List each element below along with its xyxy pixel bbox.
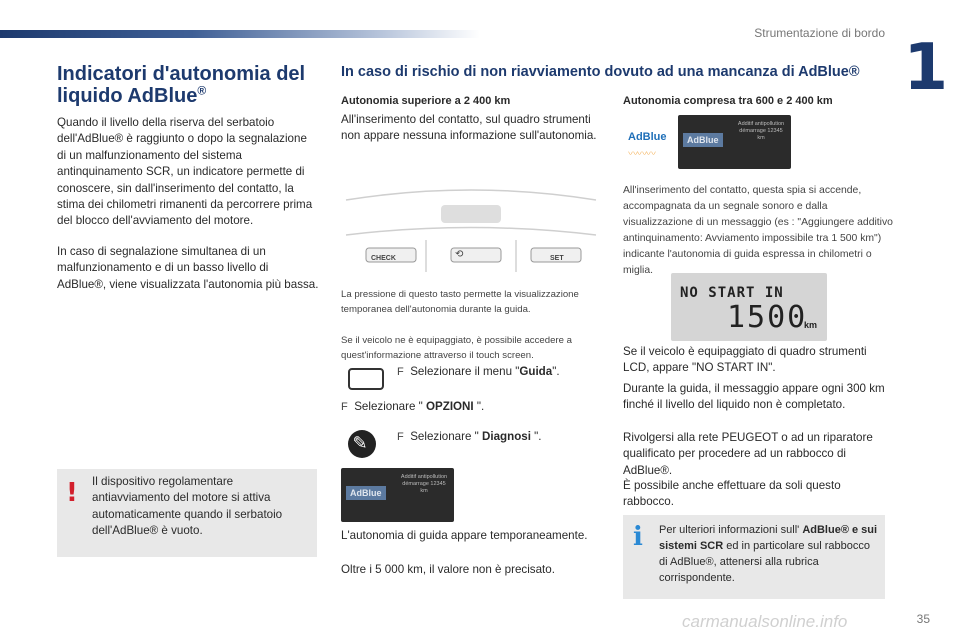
col1-text: All'inserimento del contatto, sul quadro strumenti non appare nessuna informazione sull'autonomia. (341, 113, 597, 143)
set-button-label: SET (550, 255, 564, 262)
info-icon: i (633, 522, 643, 552)
simultaneous-paragraph: In caso di segnalazione simultanea di un malfunzionamento e di un basso livello di AdBlue®, viene visualizzata l'autonomia più bassa. (57, 245, 319, 291)
chapter-number: 1 (903, 31, 948, 105)
step-2-suffix: ". (473, 400, 485, 413)
step-2 (341, 399, 601, 415)
wrench-diagnosis-icon (342, 428, 378, 460)
step-1-suffix: ". (552, 365, 560, 378)
header-gradient-bar (0, 30, 480, 38)
section-title: In caso di rischio di non riavviamento dovuto ad una mancanza di AdBlue® (341, 64, 860, 80)
info-prefix: Per ulteriori informazioni sull' (659, 524, 803, 536)
step-3-suffix: ". (530, 430, 542, 443)
warning-text: Il dispositivo regolamentare antiavviamento del motore si attiva automaticamente quando il serbatoio dell'AdBlue® è vuoto. (92, 475, 283, 538)
lcd-note: Se il veicolo è equipaggiato di quadro strumenti LCD, appare "NO START IN". (623, 345, 867, 375)
cluster-display-1 (341, 468, 454, 522)
info-bold: AdBlue® e sui sistemi SCR (659, 524, 878, 552)
lcd-value: 1500 (727, 300, 808, 335)
step-3-prefix: Selezionare " (410, 430, 482, 443)
lcd-unit: km (804, 320, 818, 330)
warning-icon: ! (66, 478, 78, 508)
cluster-display-2 (678, 115, 791, 169)
cluster-message: Additif antipollution démarrage 12345 km (400, 474, 448, 494)
step-3-option: Diagnosi (481, 430, 531, 443)
adblue-logo: AdBlue (628, 131, 667, 143)
reset-icon: ⟲ (455, 249, 464, 260)
step-1 (397, 364, 607, 380)
info-text (659, 522, 879, 586)
page-number: 35 (916, 612, 930, 626)
title-reg-mark: ® (197, 83, 207, 98)
bullet-icon: F (397, 431, 404, 443)
check-button-label: CHECK (371, 255, 396, 262)
col2-heading: Autonomia compresa tra 600 e 2 400 km (623, 95, 833, 107)
title-line-1: Indicatori d'autonomia del (57, 63, 306, 85)
warning-light-description: All'inserimento del contatto, questa spia si accende, accompagnata da un segnale sonoro e dalla visualizzazione di un messaggio (es : "Aggiungere additivo antinquinamento: Avviamento impossibile tra 1 500 km") indicante l'autonomia di guida espressa in chilometri o miglia. (623, 185, 893, 277)
step-1-menu: Guida (519, 365, 553, 378)
title-line-2: liquido AdBlue (57, 85, 198, 107)
watermark: carmanualsonline.info (682, 612, 848, 631)
self-refill-note: È possibile anche effettuare da soli questo rabbocco. (623, 479, 841, 509)
cluster-adblue-badge: AdBlue (683, 133, 723, 147)
step-2-option: OPZIONI (425, 400, 474, 413)
bullet-icon: F (397, 366, 404, 378)
cluster-message: Additif antipollution démarrage 12345 km (737, 121, 785, 141)
beyond-note: Oltre i 5 000 km, il valore non è precisato. (341, 563, 555, 576)
col1-heading: Autonomia superiore a 2 400 km (341, 95, 511, 107)
network-note: Rivolgersi alla rete PEUGEOT o ad un riparatore qualificato per procedere ad un rabbocco di AdBlue®. (623, 431, 873, 477)
step-3 (397, 429, 607, 445)
info-suffix: ed in particolare sul rabbocco di AdBlue®, attenersi alla rubrica corrispondente. (659, 540, 870, 584)
wrench-glyph-icon: ✎ (352, 433, 368, 453)
touch-screen-note: Se il veicolo ne è equipaggiato, è possibile accedere a quest'informazione attraverso il touch screen. (341, 334, 572, 361)
cluster-adblue-badge: AdBlue (346, 486, 386, 500)
button-caption: La pressione di questo tasto permette la visualizzazione temporanea dell'autonomia durante la guida. (341, 288, 579, 315)
step-1-prefix: Selezionare il menu " (410, 365, 520, 378)
page-title (57, 63, 327, 107)
intro-paragraph: Quando il livello della riserva del serbatoio dell'AdBlue® è raggiunto o dopo la segnalazione di un malfunzionamento del sistema antinquinamento SCR, un indicatore permette di conoscere, sin dall'inserimento del contatto, la stima dei chilometri rimanenti da percorrere prima del blocco dell'avviamento del motore. (57, 116, 313, 228)
lcd-title: NO START IN (680, 285, 784, 301)
car-menu-icon (348, 368, 384, 390)
adblue-wave-icon: 〰〰〰 (628, 149, 655, 160)
driving-note: Durante la guida, il messaggio appare ogni 300 km finché il livello del liquido non è completato. (623, 382, 885, 412)
bullet-icon: F (341, 401, 348, 413)
step-2-prefix: Selezionare " (354, 400, 426, 413)
temporary-note: L'autonomia di guida appare temporaneamente. (341, 529, 588, 542)
section-name: Strumentazione di bordo (754, 26, 885, 40)
